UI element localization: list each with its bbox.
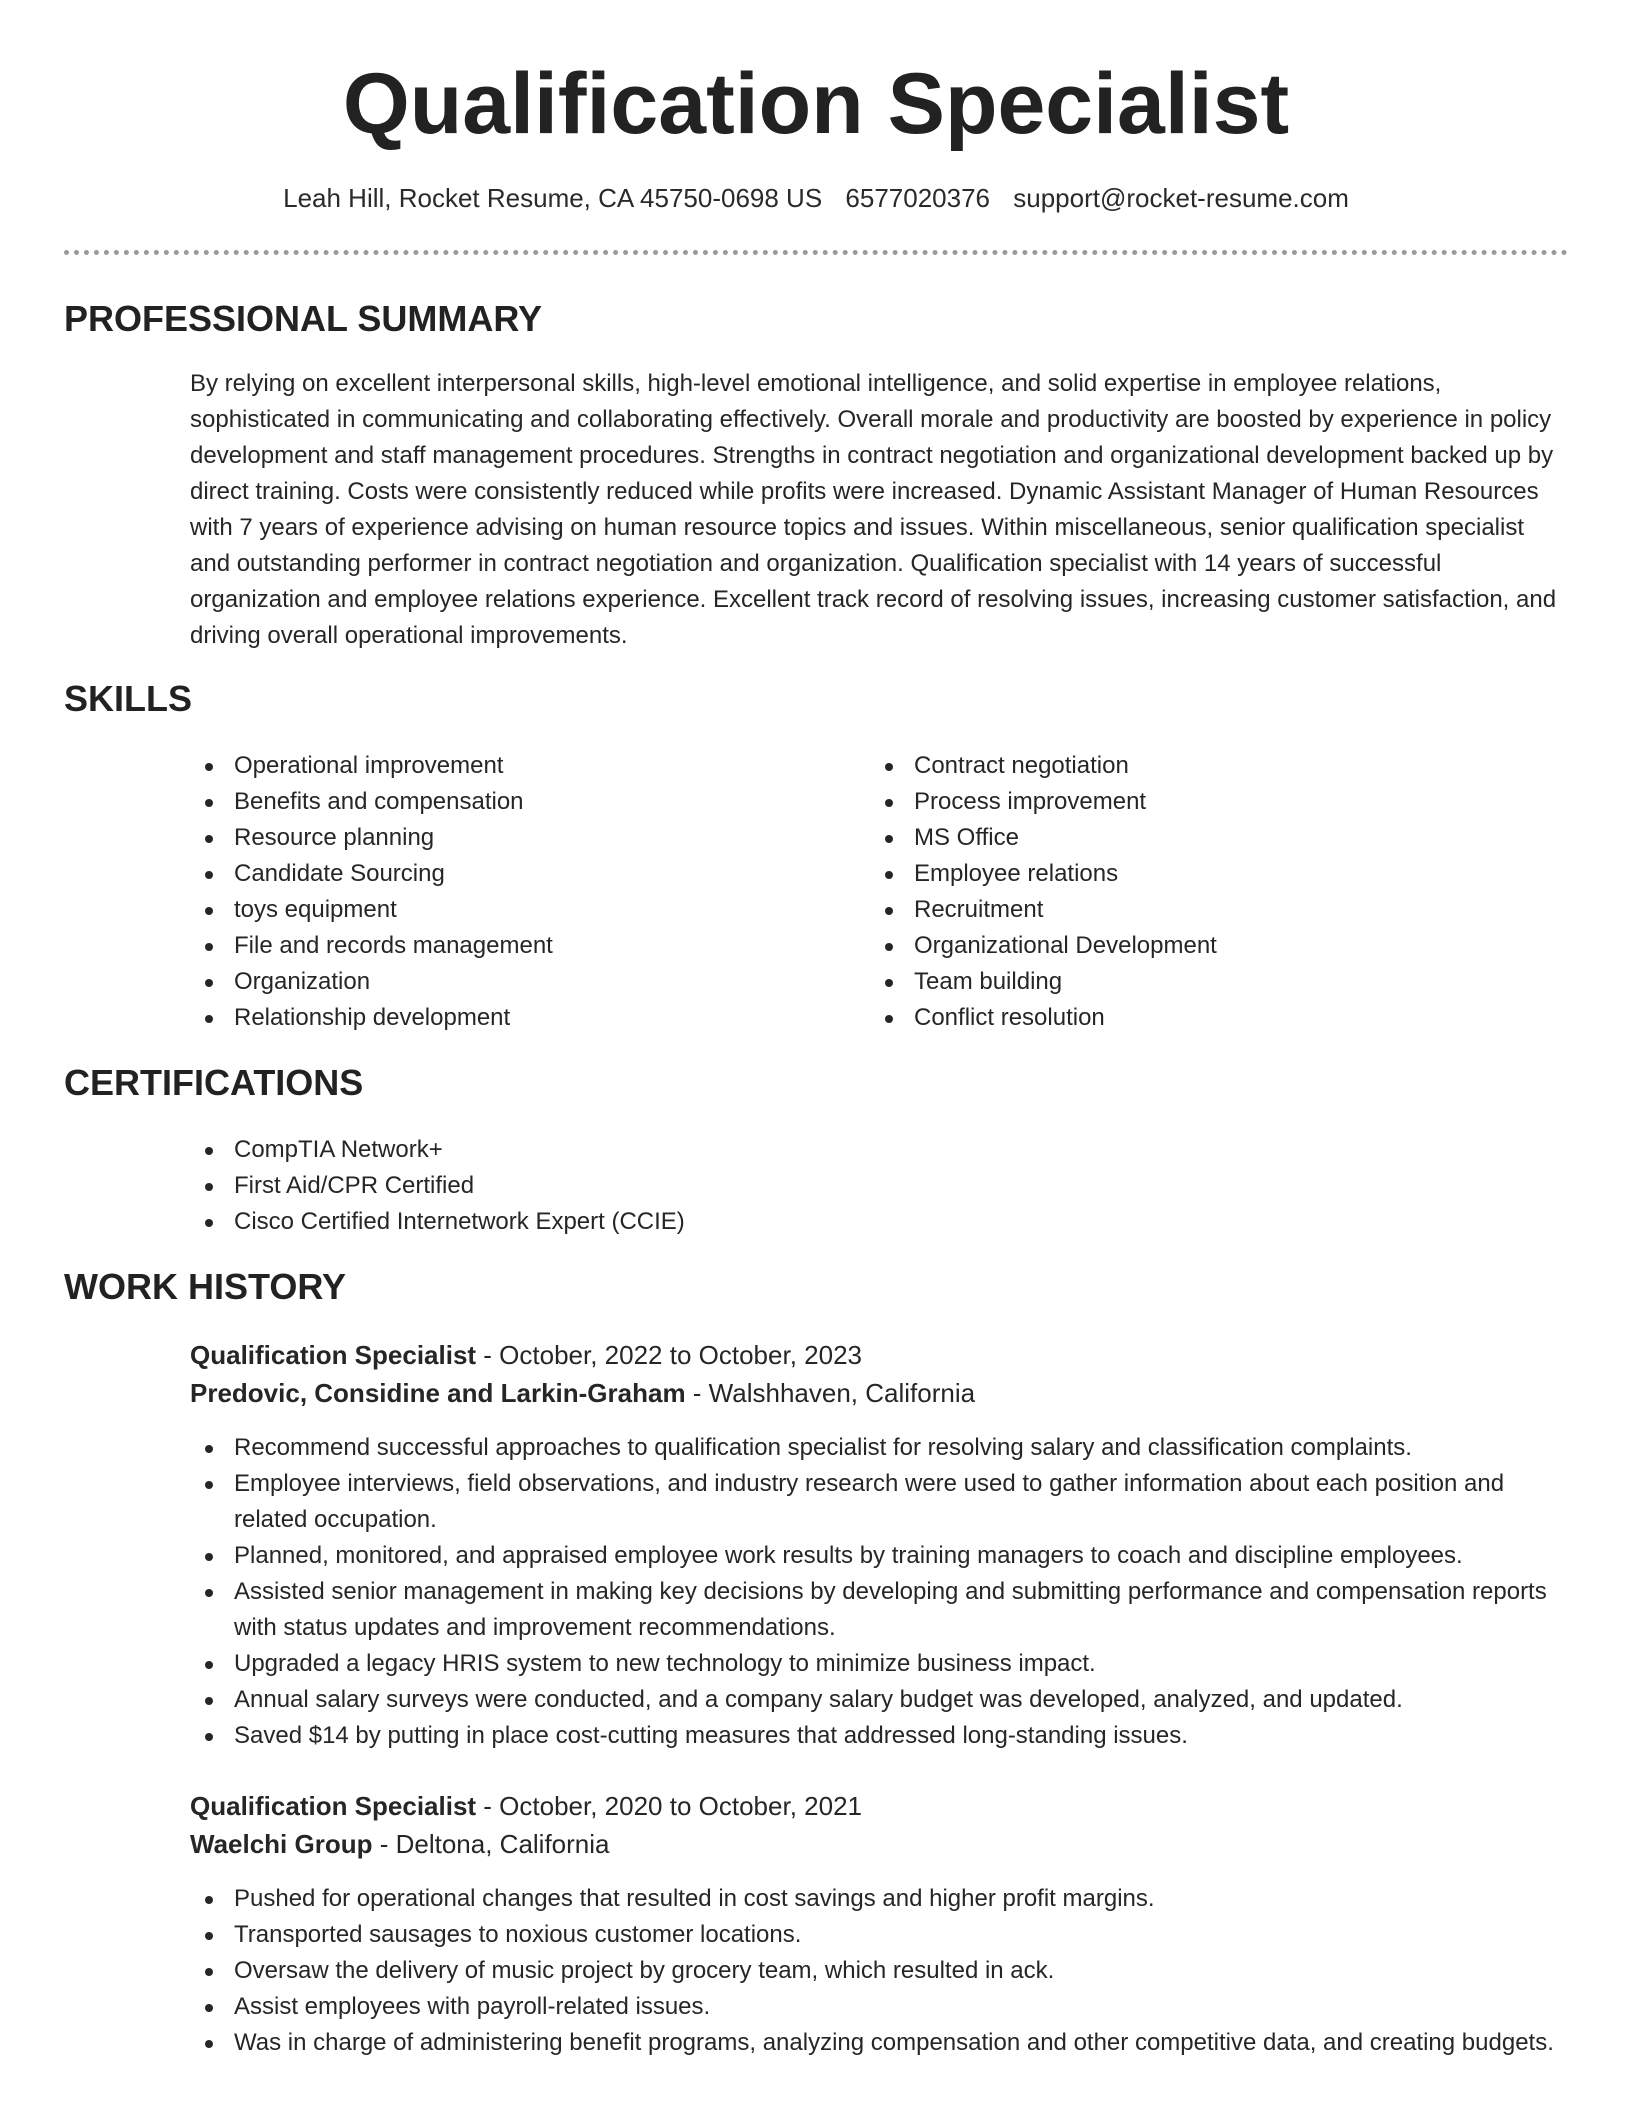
list-item: Transported sausages to noxious customer locations.	[190, 1917, 1560, 1953]
job-company-line	[190, 1825, 1560, 1863]
list-item: Cisco Certified Internetwork Expert (CCIE)	[190, 1204, 1560, 1240]
list-item: Upgraded a legacy HRIS system to new technology to minimize business impact.	[190, 1646, 1560, 1682]
list-item: Oversaw the delivery of music project by grocery team, which resulted in ack.	[190, 1953, 1560, 1989]
job-company: Waelchi Group	[190, 1829, 373, 1859]
list-item: Pushed for operational changes that resulted in cost savings and higher profit margins.	[190, 1881, 1560, 1917]
skills-heading: SKILLS	[64, 678, 193, 719]
list-item: Candidate Sourcing	[190, 856, 810, 892]
skills-list-left	[190, 748, 810, 1036]
job-location: - Walshhaven, California	[685, 1378, 976, 1408]
list-item: Organization	[190, 964, 810, 1000]
job-title-line	[190, 1336, 1560, 1374]
list-item: Saved $14 by putting in place cost-cutting measures that addressed long-standing issues.	[190, 1718, 1560, 1754]
list-item: Conflict resolution	[870, 1000, 1550, 1036]
resume-title: Qualification Specialist	[342, 56, 1290, 152]
list-item: Recommend successful approaches to qualification specialist for resolving salary and classification complaints.	[190, 1430, 1560, 1466]
job-location: - Deltona, California	[372, 1829, 610, 1859]
list-item: Process improvement	[870, 784, 1550, 820]
job-duties-list	[190, 1881, 1560, 2061]
list-item: Resource planning	[190, 820, 810, 856]
list-item: toys equipment	[190, 892, 810, 928]
list-item: First Aid/CPR Certified	[190, 1168, 1560, 1204]
list-item: Recruitment	[870, 892, 1550, 928]
list-item: Organizational Development	[870, 928, 1550, 964]
contact-address: Leah Hill, Rocket Resume, CA 45750-0698 US	[283, 183, 823, 213]
list-item: Benefits and compensation	[190, 784, 810, 820]
list-item: Operational improvement	[190, 748, 810, 784]
list-item: Team building	[870, 964, 1550, 1000]
job-title-line	[190, 1787, 1560, 1825]
summary-heading: PROFESSIONAL SUMMARY	[64, 298, 543, 339]
job-title: Qualification Specialist	[190, 1791, 477, 1821]
certifications-list	[190, 1132, 1560, 1240]
list-item: File and records management	[190, 928, 810, 964]
job-title: Qualification Specialist	[190, 1340, 477, 1370]
work-history-heading: WORK HISTORY	[64, 1266, 347, 1307]
job-duties-list	[190, 1430, 1560, 1754]
list-item: Employee relations	[870, 856, 1550, 892]
list-item: Assisted senior management in making key decisions by developing and submitting performance and compensation reports with status updates and improvement recommendations.	[190, 1574, 1560, 1646]
skills-list-right	[870, 748, 1550, 1036]
list-item: Relationship development	[190, 1000, 810, 1036]
list-item: Planned, monitored, and appraised employee work results by training managers to coach and discipline employees.	[190, 1538, 1560, 1574]
list-item: MS Office	[870, 820, 1550, 856]
list-item: Employee interviews, field observations, and industry research were used to gather information about each position and related occupation.	[190, 1466, 1560, 1538]
job-dates: - October, 2022 to October, 2023	[476, 1340, 862, 1370]
list-item: Contract negotiation	[870, 748, 1550, 784]
certifications-heading: CERTIFICATIONS	[64, 1062, 364, 1103]
header-divider	[64, 250, 1568, 255]
contact-email: support@rocket-resume.com	[1013, 183, 1349, 213]
list-item: Annual salary surveys were conducted, and a company salary budget was developed, analyzed, and updated.	[190, 1682, 1560, 1718]
list-item: Was in charge of administering benefit programs, analyzing compensation and other competitive data, and creating budgets.	[190, 2025, 1560, 2061]
job-dates: - October, 2020 to October, 2021	[476, 1791, 862, 1821]
job-company: Predovic, Considine and Larkin-Graham	[190, 1378, 686, 1408]
contact-line	[0, 181, 1632, 215]
contact-phone: 6577020376	[845, 183, 991, 213]
job-company-line	[190, 1374, 1560, 1412]
list-item: Assist employees with payroll-related issues.	[190, 1989, 1560, 2025]
summary-text: By relying on excellent interpersonal skills, high-level emotional intelligence, and solid expertise in employee relations, sophisticated in communicating and collaborating effectively. Overall morale and productivity are boosted by experience in policy development and staff management procedures. Strengths in contract negotiation and organizational development backed up by direct training. Costs were consistently reduced while profits were increased. Dynamic Assistant Manager of Human Resources with 7 years of experience advising on human resource topics and issues. Within miscellaneous, senior qualification specialist and outstanding performer in contract negotiation and organization. Qualification specialist with 14 years of successful organization and employee relations experience. Excellent track record of resolving issues, increasing customer satisfaction, and driving overall operational improvements.	[190, 370, 1557, 649]
list-item: CompTIA Network+	[190, 1132, 1560, 1168]
